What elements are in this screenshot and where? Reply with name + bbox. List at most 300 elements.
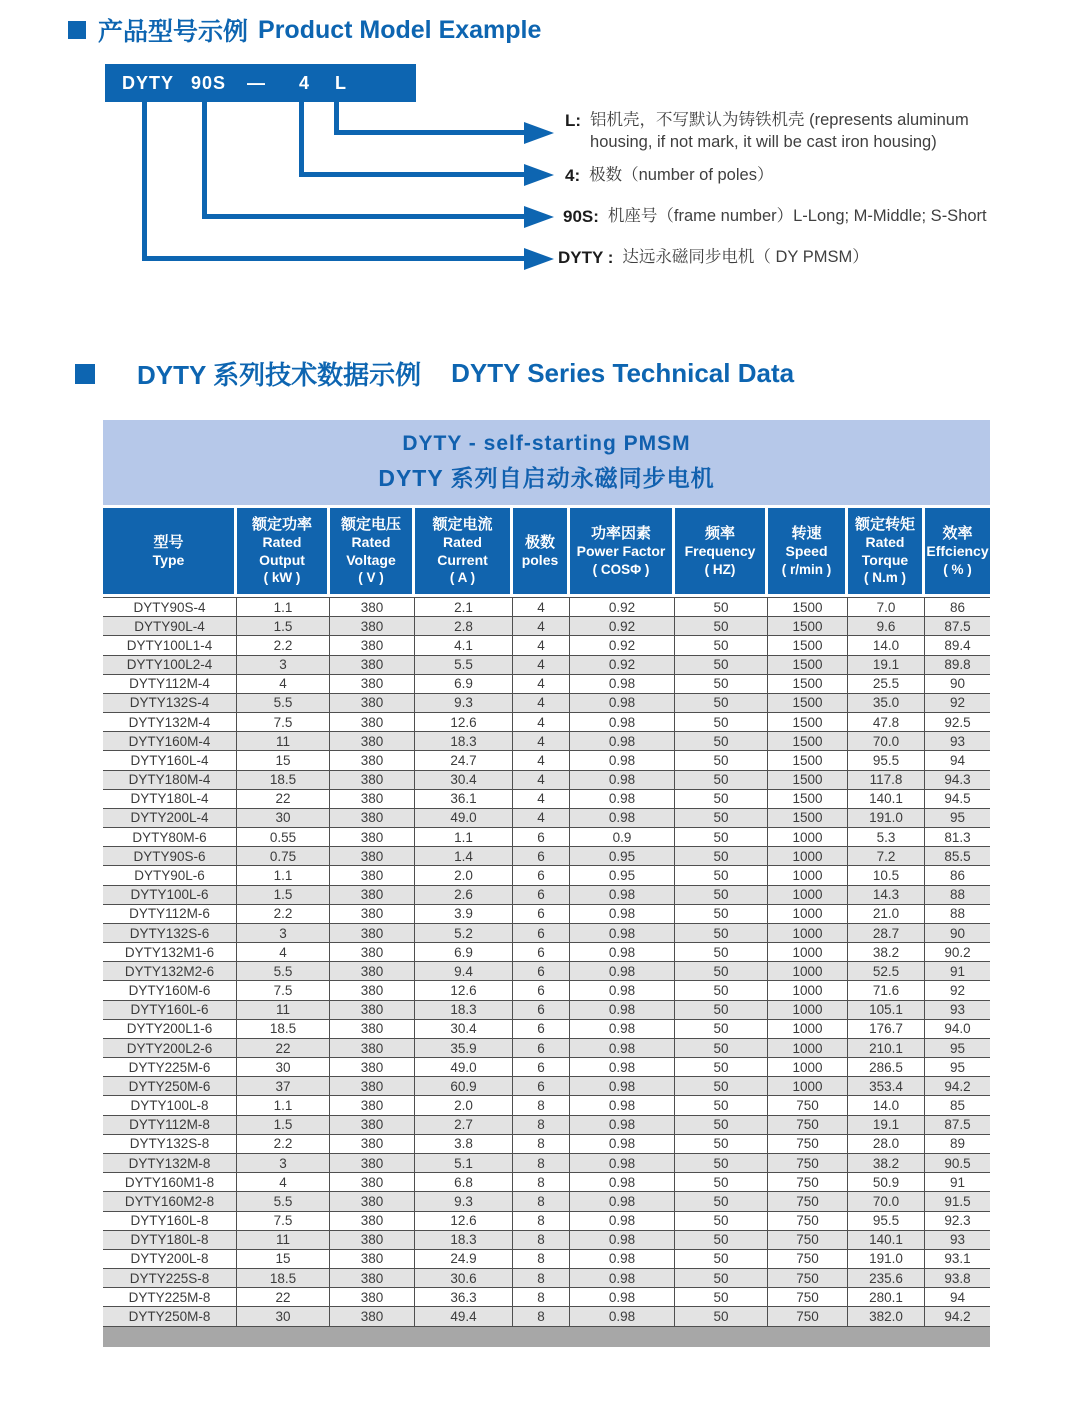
- table-cell: DYTY250M-8: [103, 1307, 237, 1325]
- table-cell: 88: [949, 906, 966, 922]
- table-cell: 1000: [768, 886, 848, 904]
- table-cell: 10.5: [848, 866, 925, 884]
- table-cell: 7.5: [237, 713, 330, 731]
- callout-label: DYTY :: [558, 248, 614, 267]
- table-cell: 6: [513, 1077, 570, 1095]
- table-cell: 210.1: [848, 1039, 925, 1057]
- callout-text: 极数（number of poles）: [589, 166, 774, 184]
- table-cell: 89.8: [944, 657, 971, 673]
- table-cell: 6: [513, 1001, 570, 1019]
- table-cell: 2.6: [415, 886, 513, 904]
- table-cell: 50: [675, 694, 768, 712]
- table-cell: 750: [768, 1307, 848, 1325]
- table-cell: 38.2: [848, 943, 925, 961]
- table-cell: 380: [330, 617, 415, 635]
- table-cell: 6: [513, 962, 570, 980]
- table-cell: 50: [675, 1039, 768, 1057]
- table-cell: DYTY112M-4: [103, 675, 237, 693]
- table-cell: 60.9: [415, 1077, 513, 1095]
- table-cell: 2.1: [415, 598, 513, 616]
- table-cell: 49.0: [415, 809, 513, 827]
- table-cell: 5.1: [415, 1154, 513, 1172]
- table-row: [103, 828, 990, 847]
- table-cell: 1.1: [237, 598, 330, 616]
- table-cell: 380: [330, 866, 415, 884]
- table-row: [103, 732, 990, 751]
- connector-line-90s: [202, 101, 207, 219]
- table-cell: 81.3: [944, 829, 971, 845]
- table-cell: 1.1: [237, 866, 330, 884]
- table-cell: 0.98: [570, 732, 675, 750]
- table-cell: 8: [513, 1173, 570, 1191]
- table-cell: 140.1: [848, 790, 925, 808]
- table-cell: 2.0: [415, 866, 513, 884]
- table-cell: 6: [513, 828, 570, 846]
- table-cell: 4: [513, 656, 570, 674]
- table-cell: 5.2: [415, 924, 513, 942]
- table-cell: 4: [237, 1173, 330, 1191]
- table-cell: 3: [237, 1154, 330, 1172]
- table-cell: 50: [675, 771, 768, 789]
- table-cell: 49.0: [415, 1058, 513, 1076]
- table-cell: 1500: [768, 732, 848, 750]
- table-cell: 7.2: [848, 847, 925, 865]
- table-cell: 380: [330, 1116, 415, 1134]
- table-cell: 380: [330, 656, 415, 674]
- table-cell: 0.98: [570, 962, 675, 980]
- table-cell: 380: [330, 924, 415, 942]
- table-row: [103, 1212, 990, 1231]
- table-cell: 750: [768, 1250, 848, 1268]
- table-cell: DYTY100L-8: [103, 1096, 237, 1114]
- table-cell: 380: [330, 732, 415, 750]
- table-cell: 94.5: [944, 791, 971, 807]
- table-cell: DYTY160L-4: [103, 751, 237, 769]
- table-cell: 3: [237, 656, 330, 674]
- table-cell: 50: [675, 866, 768, 884]
- table-cell: 6: [513, 886, 570, 904]
- arrow-right-icon: [524, 248, 554, 270]
- table-cell: 30.4: [415, 1020, 513, 1038]
- table-cell: 750: [768, 1288, 848, 1306]
- table-cell: 14.0: [848, 636, 925, 654]
- table-row: [103, 847, 990, 866]
- table-cell: 750: [768, 1231, 848, 1249]
- table-cell: DYTY180M-4: [103, 771, 237, 789]
- table-cell: 1.4: [415, 847, 513, 865]
- table-cell: 22: [237, 1039, 330, 1057]
- table-cell: 94.0: [944, 1021, 971, 1037]
- table-row: [103, 1135, 990, 1154]
- table-cell: DYTY90L-4: [103, 617, 237, 635]
- table-cell: 8: [513, 1269, 570, 1287]
- table-cell: 750: [768, 1135, 848, 1153]
- connector-line-4: [299, 172, 524, 177]
- table-cell: 8: [513, 1096, 570, 1114]
- table-cell: 1500: [768, 713, 848, 731]
- table-cell: 8: [513, 1154, 570, 1172]
- table-row: [103, 790, 990, 809]
- table-cell: DYTY132M2-6: [103, 962, 237, 980]
- table-cell: 4: [513, 771, 570, 789]
- table-cell: 47.8: [848, 713, 925, 731]
- connector-line-dyty: [142, 101, 147, 261]
- connector-line-90s: [202, 214, 524, 219]
- table-row: [103, 1020, 990, 1039]
- table-cell: 9.3: [415, 1192, 513, 1210]
- section1-heading: [68, 12, 541, 48]
- table-cell: 8: [513, 1231, 570, 1249]
- column-header-rated-voltage: 额定电压 Rated Voltage ( V ): [330, 508, 415, 594]
- table-row: [103, 943, 990, 962]
- section2-title-en: DYTY Series Technical Data: [451, 358, 795, 388]
- table-cell: 380: [330, 713, 415, 731]
- table-cell: 380: [330, 809, 415, 827]
- table-cell: 380: [330, 886, 415, 904]
- table-cell: 176.7: [848, 1020, 925, 1038]
- connector-line-l: [334, 130, 524, 135]
- table-cell: 0.98: [570, 771, 675, 789]
- section1-title-zh: 产品型号示例: [98, 18, 249, 46]
- table-row: [103, 1250, 990, 1269]
- table-cell: 1.1: [237, 1096, 330, 1114]
- table-cell: DYTY200L-4: [103, 809, 237, 827]
- table-cell: 4: [513, 790, 570, 808]
- column-header-poles: 极数 poles: [513, 508, 570, 594]
- table-row: [103, 1269, 990, 1288]
- table-cell: 12.6: [415, 713, 513, 731]
- table-cell: 380: [330, 1173, 415, 1191]
- table-cell: DYTY160M-6: [103, 981, 237, 999]
- callout-housing: [565, 110, 1035, 154]
- table-row: [103, 1307, 990, 1326]
- table-cell: 0.98: [570, 1020, 675, 1038]
- table-cell: 0.98: [570, 1288, 675, 1306]
- table-cell: 11: [237, 1231, 330, 1249]
- table-cell: 380: [330, 828, 415, 846]
- table-row: [103, 962, 990, 981]
- table-cell: 380: [330, 905, 415, 923]
- table-row: [103, 1077, 990, 1096]
- table-cell: 4: [237, 675, 330, 693]
- table-cell: 1000: [768, 866, 848, 884]
- table-cell: 380: [330, 1001, 415, 1019]
- table-cell: 6.9: [415, 943, 513, 961]
- column-header-rated-current: 额定电流 Rated Current ( A ): [415, 508, 513, 594]
- table-cell: 70.0: [848, 1192, 925, 1210]
- table-cell: 50: [675, 713, 768, 731]
- table-cell: 95: [949, 1059, 966, 1075]
- table-cell: DYTY160M1-8: [103, 1173, 237, 1191]
- table-cell: 93: [949, 1002, 966, 1018]
- table-cell: 18.5: [237, 1020, 330, 1038]
- table-row: [103, 636, 990, 655]
- table-cell: 6: [513, 847, 570, 865]
- table-row: [103, 1096, 990, 1115]
- table-cell: 235.6: [848, 1269, 925, 1287]
- table-row: [103, 713, 990, 732]
- table-cell: 19.1: [848, 656, 925, 674]
- table-cell: DYTY100L-6: [103, 886, 237, 904]
- table-row: [103, 656, 990, 675]
- table-cell: 4: [237, 943, 330, 961]
- table-cell: 380: [330, 1135, 415, 1153]
- table-row: [103, 1039, 990, 1058]
- table-cell: 0.98: [570, 1269, 675, 1287]
- table-cell: 0.95: [570, 847, 675, 865]
- table-cell: 50: [675, 790, 768, 808]
- table-cell: 1500: [768, 617, 848, 635]
- table-cell: 0.98: [570, 1077, 675, 1095]
- table-cell: 0.98: [570, 713, 675, 731]
- table-cell: 1000: [768, 1020, 848, 1038]
- table-row: [103, 1288, 990, 1307]
- table-cell: 0.98: [570, 790, 675, 808]
- table-cell: 93: [949, 1232, 966, 1248]
- table-cell: 50: [675, 1116, 768, 1134]
- table-row: [103, 1001, 990, 1020]
- table-cell: 1500: [768, 809, 848, 827]
- table-cell: 50.9: [848, 1173, 925, 1191]
- table-cell: 380: [330, 1307, 415, 1325]
- table-cell: 36.3: [415, 1288, 513, 1306]
- table-cell: 0.98: [570, 1001, 675, 1019]
- table-cell: 50: [675, 1212, 768, 1230]
- callout-label: L:: [565, 111, 582, 130]
- column-header-frequency: 频率 Frequency ( HZ): [675, 508, 768, 594]
- column-header-rated-output: 额定功率 Rated Output ( kW ): [237, 508, 330, 594]
- table-cell: 88: [949, 887, 966, 903]
- table-cell: 89.4: [944, 637, 971, 653]
- table-cell: 85.5: [944, 848, 971, 864]
- table-cell: 1500: [768, 790, 848, 808]
- table-cell: 0.92: [570, 598, 675, 616]
- table-cell: DYTY160L-8: [103, 1212, 237, 1230]
- table-cell: 5.3: [848, 828, 925, 846]
- table-row: [103, 809, 990, 828]
- table-cell: 94.2: [944, 1308, 971, 1324]
- table-cell: 24.9: [415, 1250, 513, 1268]
- table-cell: 1500: [768, 675, 848, 693]
- table-cell: 25.5: [848, 675, 925, 693]
- table-cell: 85: [949, 1098, 966, 1114]
- column-header-speed: 转速 Speed ( r/min ): [768, 508, 848, 594]
- table-cell: 380: [330, 636, 415, 654]
- table-cell: 380: [330, 1096, 415, 1114]
- table-cell: 1500: [768, 598, 848, 616]
- table-cell: 6: [513, 866, 570, 884]
- table-cell: 50: [675, 828, 768, 846]
- table-cell: 9.6: [848, 617, 925, 635]
- arrow-right-icon: [524, 122, 554, 144]
- table-header-row: [103, 505, 990, 597]
- table-cell: 0.98: [570, 1096, 675, 1114]
- table-cell: 380: [330, 1250, 415, 1268]
- table-cell: 6.8: [415, 1173, 513, 1191]
- table-cell: 0.95: [570, 866, 675, 884]
- table-cell: 24.7: [415, 751, 513, 769]
- table-row: [103, 924, 990, 943]
- table-cell: 6: [513, 1039, 570, 1057]
- table-cell: 2.7: [415, 1116, 513, 1134]
- table-cell: 380: [330, 1154, 415, 1172]
- table-cell: 0.98: [570, 809, 675, 827]
- table-cell: 6: [513, 1020, 570, 1038]
- arrow-right-icon: [524, 164, 554, 186]
- table-cell: 0.75: [237, 847, 330, 865]
- table-title-zh: DYTY 系列自启动永磁同步电机: [378, 465, 715, 491]
- table-cell: 11: [237, 732, 330, 750]
- table-cell: 2.2: [237, 636, 330, 654]
- table-cell: 6.9: [415, 675, 513, 693]
- table-cell: 95.5: [848, 751, 925, 769]
- table-cell: 0.9: [570, 828, 675, 846]
- table-cell: 380: [330, 1077, 415, 1095]
- table-row: [103, 771, 990, 790]
- table-cell: DYTY225M-6: [103, 1058, 237, 1076]
- table-cell: 0.98: [570, 905, 675, 923]
- callout-frame: [563, 206, 1063, 228]
- table-cell: 750: [768, 1154, 848, 1172]
- table-cell: 7.5: [237, 1212, 330, 1230]
- table-cell: DYTY250M-6: [103, 1077, 237, 1095]
- table-cell: 50: [675, 732, 768, 750]
- table-cell: 353.4: [848, 1077, 925, 1095]
- table-cell: 380: [330, 1269, 415, 1287]
- table-cell: 50: [675, 886, 768, 904]
- table-cell: 50: [675, 1096, 768, 1114]
- table-cell: 7.5: [237, 981, 330, 999]
- table-cell: 50: [675, 1020, 768, 1038]
- table-row: [103, 751, 990, 770]
- table-cell: 1000: [768, 828, 848, 846]
- callout-brand: [558, 247, 1058, 269]
- table-title-band: [103, 420, 990, 505]
- table-cell: DYTY132M-8: [103, 1154, 237, 1172]
- table-cell: 6: [513, 981, 570, 999]
- table-cell: DYTY132S-6: [103, 924, 237, 942]
- table-cell: 9.3: [415, 694, 513, 712]
- table-cell: 0.92: [570, 656, 675, 674]
- callout-text: 铝机壳，不写默认为铸铁机壳 (represents aluminum housing, if not mark, it will be cast iron housing): [590, 111, 969, 151]
- table-row: [103, 598, 990, 617]
- table-cell: 37: [237, 1077, 330, 1095]
- table-cell: 49.4: [415, 1307, 513, 1325]
- model-token-dash: —: [247, 73, 266, 93]
- table-cell: DYTY160M-4: [103, 732, 237, 750]
- table-row: [103, 675, 990, 694]
- table-cell: 11: [237, 1001, 330, 1019]
- table-cell: 28.0: [848, 1135, 925, 1153]
- table-cell: 91: [949, 1174, 966, 1190]
- table-cell: 4: [513, 732, 570, 750]
- table-cell: 1500: [768, 656, 848, 674]
- table-cell: 380: [330, 790, 415, 808]
- table-cell: 91.5: [944, 1193, 971, 1209]
- table-cell: 50: [675, 1077, 768, 1095]
- table-cell: 380: [330, 1058, 415, 1076]
- table-cell: DYTY200L1-6: [103, 1020, 237, 1038]
- table-cell: 50: [675, 675, 768, 693]
- table-cell: 50: [675, 1307, 768, 1325]
- table-cell: 380: [330, 1212, 415, 1230]
- callout-label: 90S:: [563, 207, 599, 226]
- table-cell: 94: [949, 1289, 966, 1305]
- table-cell: 3: [237, 924, 330, 942]
- column-header-power-factor: 功率因素 Power Factor ( COSΦ ): [570, 508, 675, 594]
- table-cell: 3.8: [415, 1135, 513, 1153]
- table-cell: 1500: [768, 694, 848, 712]
- table-cell: DYTY80M-6: [103, 828, 237, 846]
- table-cell: 87.5: [944, 618, 971, 634]
- table-cell: 1000: [768, 924, 848, 942]
- table-cell: 18.3: [415, 1001, 513, 1019]
- table-cell: 18.5: [237, 771, 330, 789]
- table-row: [103, 886, 990, 905]
- table-cell: 6: [513, 1058, 570, 1076]
- table-cell: 94.2: [944, 1078, 971, 1094]
- table-cell: 0.98: [570, 1307, 675, 1325]
- table-cell: 380: [330, 981, 415, 999]
- callout-label: 4:: [565, 166, 581, 185]
- table-cell: 0.98: [570, 1192, 675, 1210]
- table-cell: 0.98: [570, 981, 675, 999]
- table-cell: 95.5: [848, 1212, 925, 1230]
- table-cell: DYTY90S-4: [103, 598, 237, 616]
- table-row: [103, 981, 990, 1000]
- table-cell: 90: [949, 676, 966, 692]
- table-cell: 93: [949, 733, 966, 749]
- table-cell: 8: [513, 1135, 570, 1153]
- table-cell: 50: [675, 1173, 768, 1191]
- table-cell: DYTY90L-6: [103, 866, 237, 884]
- table-cell: 6: [513, 905, 570, 923]
- table-cell: 93.8: [944, 1270, 971, 1286]
- table-cell: 4: [513, 694, 570, 712]
- table-cell: 0.98: [570, 1231, 675, 1249]
- model-code-box: [105, 64, 416, 102]
- table-cell: 94: [949, 752, 966, 768]
- table-cell: 30: [237, 809, 330, 827]
- table-cell: DYTY200L2-6: [103, 1039, 237, 1057]
- table-cell: 50: [675, 1288, 768, 1306]
- table-cell: 380: [330, 1231, 415, 1249]
- table-cell: DYTY132S-4: [103, 694, 237, 712]
- table-cell: DYTY160L-6: [103, 1001, 237, 1019]
- table-cell: 30: [237, 1058, 330, 1076]
- table-cell: 14.0: [848, 1096, 925, 1114]
- table-cell: 0.98: [570, 1250, 675, 1268]
- callout-poles: [565, 165, 1035, 187]
- model-token-poles: 4: [299, 73, 311, 93]
- table-cell: 0.98: [570, 943, 675, 961]
- table-cell: 50: [675, 809, 768, 827]
- table-cell: 380: [330, 771, 415, 789]
- table-cell: 90: [949, 925, 966, 941]
- table-row: [103, 1058, 990, 1077]
- table-cell: 380: [330, 943, 415, 961]
- table-cell: DYTY225S-8: [103, 1269, 237, 1287]
- connector-line-4: [299, 101, 304, 177]
- table-cell: 50: [675, 1154, 768, 1172]
- table-cell: 1000: [768, 962, 848, 980]
- technical-data-table: [103, 420, 990, 1347]
- section2-title-zh: DYTY 系列技术数据示例: [137, 360, 422, 390]
- table-cell: 105.1: [848, 1001, 925, 1019]
- table-cell: 750: [768, 1096, 848, 1114]
- table-cell: 50: [675, 905, 768, 923]
- table-cell: 5.5: [415, 656, 513, 674]
